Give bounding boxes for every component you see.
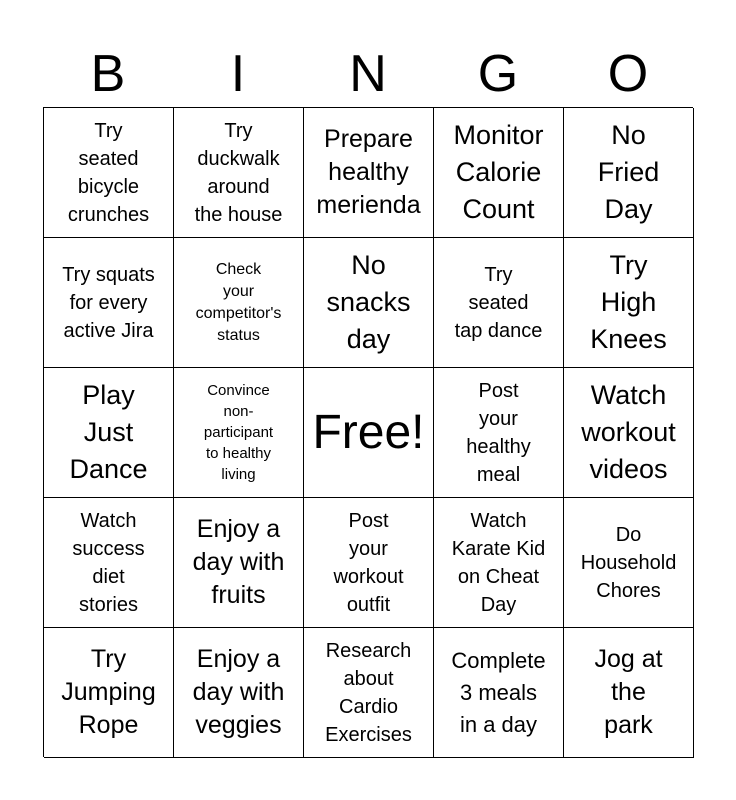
bingo-cell[interactable]: Enjoy a day with veggies — [174, 628, 304, 758]
bingo-cell[interactable]: Enjoy a day with fruits — [174, 498, 304, 628]
bingo-cell[interactable]: Jog at the park — [564, 628, 694, 758]
header-letter-g: G — [477, 45, 519, 103]
bingo-cell[interactable]: Try seated bicycle crunches — [44, 108, 174, 238]
header-letter-n: N — [349, 45, 387, 103]
bingo-cell[interactable]: Watch Karate Kid on Cheat Day — [434, 498, 564, 628]
bingo-grid — [43, 107, 693, 757]
bingo-cell[interactable]: Play Just Dance — [44, 368, 174, 498]
free-space-cell[interactable]: Free! — [304, 368, 434, 498]
bingo-cell[interactable]: Post your workout outfit — [304, 498, 434, 628]
bingo-cell[interactable]: Convince non- participant to healthy living — [174, 368, 304, 498]
bingo-cell[interactable]: Check your competitor's status — [174, 238, 304, 368]
bingo-cell[interactable]: No snacks day — [304, 238, 434, 368]
header-letter-i: I — [230, 45, 246, 103]
bingo-cell[interactable]: Monitor Calorie Count — [434, 108, 564, 238]
bingo-cell[interactable]: Prepare healthy merienda — [304, 108, 434, 238]
header-letter-o: O — [607, 45, 649, 103]
bingo-cell[interactable]: No Fried Day — [564, 108, 694, 238]
bingo-cell[interactable]: Do Household Chores — [564, 498, 694, 628]
bingo-cell[interactable]: Research about Cardio Exercises — [304, 628, 434, 758]
bingo-cell[interactable]: Watch success diet stories — [44, 498, 174, 628]
bingo-cell[interactable]: Try High Knees — [564, 238, 694, 368]
bingo-cell[interactable]: Complete 3 meals in a day — [434, 628, 564, 758]
bingo-cell[interactable]: Watch workout videos — [564, 368, 694, 498]
bingo-cell[interactable]: Try squats for every active Jira — [44, 238, 174, 368]
header-letter-b: B — [90, 45, 126, 103]
bingo-cell[interactable]: Post your healthy meal — [434, 368, 564, 498]
bingo-cell[interactable]: Try seated tap dance — [434, 238, 564, 368]
bingo-cell[interactable]: Try Jumping Rope — [44, 628, 174, 758]
bingo-cell[interactable]: Try duckwalk around the house — [174, 108, 304, 238]
bingo-header — [43, 40, 693, 108]
